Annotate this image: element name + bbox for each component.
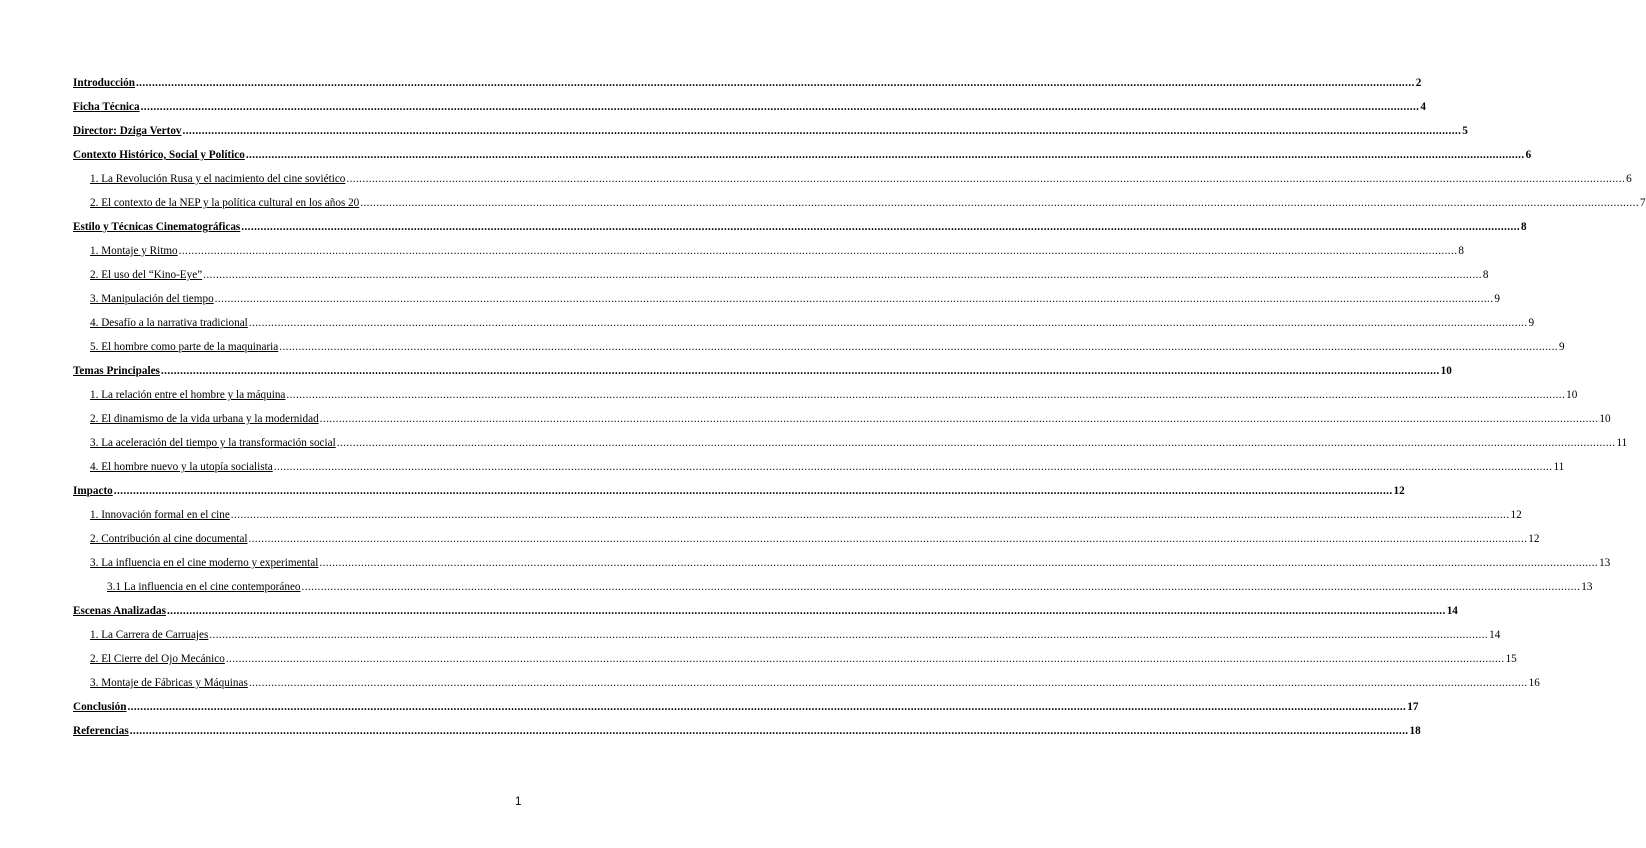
toc-entry-title[interactable]: 3.1 La influencia en el cine contemporáneo: [107, 581, 301, 593]
toc-leader-dots: ................................................................................................................................................................................................................................................................................................................................................................................................................: [230, 509, 1510, 521]
toc-entry-title[interactable]: Referencias: [73, 725, 129, 737]
toc-entry-page: 11: [1616, 437, 1628, 449]
toc-entry[interactable]: [73, 599, 1458, 623]
toc-entry[interactable]: [73, 287, 1501, 311]
toc-leader-dots: ................................................................................................................................................................................................................................................................................................................................................................................................................: [166, 605, 1446, 617]
toc-entry[interactable]: [73, 119, 1468, 143]
toc-entry-title[interactable]: 3. La aceleración del tiempo y la transformación social: [90, 437, 336, 449]
toc-leader-dots: ................................................................................................................................................................................................................................................................................................................................................................................................................: [360, 197, 1640, 209]
toc-entry-title[interactable]: 2. Contribución al cine documental: [90, 533, 248, 545]
toc-entry-title[interactable]: Introducción: [73, 77, 135, 89]
toc-entry[interactable]: [73, 431, 1628, 455]
toc-entry-title[interactable]: 2. El uso del “Kino-Eye”: [90, 269, 203, 281]
toc-entry[interactable]: [73, 647, 1517, 671]
toc-entry[interactable]: [73, 359, 1452, 383]
toc-leader-dots: ................................................................................................................................................................................................................................................................................................................................................................................................................: [178, 245, 1458, 257]
toc-leader-dots: ................................................................................................................................................................................................................................................................................................................................................................................................................: [248, 317, 1528, 329]
toc-entry[interactable]: [73, 95, 1426, 119]
toc-entry-page: 10: [1599, 413, 1611, 425]
toc-leader-dots: ................................................................................................................................................................................................................................................................................................................................................................................................................: [301, 581, 1581, 593]
toc-leader-dots: ................................................................................................................................................................................................................................................................................................................................................................................................................: [286, 389, 1566, 401]
toc-entry-title[interactable]: 1. Innovación formal en el cine: [90, 509, 230, 521]
toc-entry-title[interactable]: 4. Desafío a la narrativa tradicional: [90, 317, 248, 329]
toc-entry-page: 11: [1553, 461, 1565, 473]
toc-entry-title[interactable]: Impacto: [73, 485, 113, 497]
toc-leader-dots: ................................................................................................................................................................................................................................................................................................................................................................................................................: [346, 173, 1626, 185]
toc-entry-page: 10: [1440, 365, 1452, 377]
toc-entry-page: 15: [1505, 653, 1517, 665]
toc-entry[interactable]: [73, 407, 1611, 431]
toc-entry-page: 5: [1462, 125, 1468, 137]
toc-entry-title[interactable]: 2. El contexto de la NEP y la política cultural en los años 20: [90, 197, 360, 209]
toc-entry[interactable]: [73, 551, 1611, 575]
toc-entry-title[interactable]: 2. El Cierre del Ojo Mecánico: [90, 653, 225, 665]
toc-leader-dots: ................................................................................................................................................................................................................................................................................................................................................................................................................: [319, 413, 1599, 425]
toc-entry-page: 14: [1489, 629, 1501, 641]
toc-entry-page: 9: [1528, 317, 1535, 329]
toc-leader-dots: ................................................................................................................................................................................................................................................................................................................................................................................................................: [182, 125, 1462, 137]
toc-leader-dots: ................................................................................................................................................................................................................................................................................................................................................................................................................: [113, 485, 1393, 497]
toc-entry[interactable]: [73, 527, 1540, 551]
toc-entry-page: 7: [1640, 197, 1646, 209]
toc-entry[interactable]: [73, 191, 1646, 215]
toc-entry-title[interactable]: 1. Montaje y Ritmo: [90, 245, 178, 257]
toc-entry-page: 13: [1599, 557, 1611, 569]
toc-entry-title[interactable]: 3. Manipulación del tiempo: [90, 293, 214, 305]
toc-entry-page: 12: [1510, 509, 1522, 521]
toc-leader-dots: ................................................................................................................................................................................................................................................................................................................................................................................................................: [129, 725, 1409, 737]
toc-entry-title[interactable]: Contexto Histórico, Social y Político: [73, 149, 245, 161]
toc-entry[interactable]: [73, 239, 1464, 263]
toc-entry-title[interactable]: Conclusión: [73, 701, 127, 713]
toc-entry-title[interactable]: Ficha Técnica: [73, 101, 140, 113]
toc-leader-dots: ................................................................................................................................................................................................................................................................................................................................................................................................................: [135, 77, 1415, 89]
toc-entry-page: 6: [1525, 149, 1532, 161]
toc-entry-page: 8: [1482, 269, 1489, 281]
toc-leader-dots: ................................................................................................................................................................................................................................................................................................................................................................................................................: [225, 653, 1505, 665]
toc-entry-page: 16: [1528, 677, 1540, 689]
toc-entry[interactable]: [73, 335, 1565, 359]
toc-leader-dots: ................................................................................................................................................................................................................................................................................................................................................................................................................: [209, 629, 1489, 641]
toc-entry-page: 6: [1626, 173, 1632, 185]
toc-leader-dots: ................................................................................................................................................................................................................................................................................................................................................................................................................: [241, 221, 1521, 233]
page-number: 1: [515, 796, 522, 808]
toc-entry-page: 14: [1446, 605, 1458, 617]
toc-entry-page: 8: [1521, 221, 1527, 233]
toc-entry[interactable]: [73, 671, 1540, 695]
toc-entry-title[interactable]: 4. El hombre nuevo y la utopía socialista: [90, 461, 273, 473]
toc-entry-page: 17: [1407, 701, 1419, 713]
toc-leader-dots: ................................................................................................................................................................................................................................................................................................................................................................................................................: [140, 101, 1420, 113]
toc-entry-title[interactable]: 2. El dinamismo de la vida urbana y la modernidad: [90, 413, 319, 425]
toc-entry-title[interactable]: Escenas Analizadas: [73, 605, 166, 617]
toc-entry[interactable]: [73, 695, 1419, 719]
toc-entry[interactable]: [73, 167, 1632, 191]
toc-entry[interactable]: [73, 623, 1501, 647]
toc-entry-page: 2: [1415, 77, 1422, 89]
toc-entry-title[interactable]: 3. La influencia en el cine moderno y experimental: [90, 557, 319, 569]
toc-entry-title[interactable]: 1. La relación entre el hombre y la máquina: [90, 389, 286, 401]
toc-leader-dots: ................................................................................................................................................................................................................................................................................................................................................................................................................: [279, 341, 1559, 353]
toc-leader-dots: ................................................................................................................................................................................................................................................................................................................................................................................................................: [336, 437, 1616, 449]
toc-entry-page: 4: [1420, 101, 1426, 113]
toc-entry[interactable]: [73, 479, 1405, 503]
toc-entry[interactable]: [73, 575, 1593, 599]
toc-entry-title[interactable]: 5. El hombre como parte de la maquinaria: [90, 341, 279, 353]
toc-entry[interactable]: [73, 263, 1489, 287]
toc-leader-dots: ................................................................................................................................................................................................................................................................................................................................................................................................................: [273, 461, 1553, 473]
toc-entry-page: 18: [1409, 725, 1421, 737]
toc-leader-dots: ................................................................................................................................................................................................................................................................................................................................................................................................................: [248, 677, 1528, 689]
toc-entry[interactable]: [73, 503, 1522, 527]
toc-entry[interactable]: [73, 215, 1527, 239]
toc-leader-dots: ................................................................................................................................................................................................................................................................................................................................................................................................................: [127, 701, 1407, 713]
toc-entry[interactable]: [73, 311, 1535, 335]
toc-leader-dots: ................................................................................................................................................................................................................................................................................................................................................................................................................: [248, 533, 1528, 545]
toc-entry-title[interactable]: 1. La Carrera de Carruajes: [90, 629, 209, 641]
table-of-contents: [73, 71, 1646, 743]
toc-leader-dots: ................................................................................................................................................................................................................................................................................................................................................................................................................: [203, 269, 1482, 281]
toc-entry-page: 12: [1393, 485, 1405, 497]
toc-leader-dots: ................................................................................................................................................................................................................................................................................................................................................................................................................: [214, 293, 1494, 305]
toc-entry[interactable]: [73, 719, 1421, 743]
toc-entry-page: 10: [1566, 389, 1578, 401]
toc-entry-page: 9: [1559, 341, 1565, 353]
toc-entry-page: 12: [1528, 533, 1540, 545]
toc-entry-title[interactable]: Temas Principales: [73, 365, 160, 377]
toc-leader-dots: ................................................................................................................................................................................................................................................................................................................................................................................................................: [160, 365, 1440, 377]
toc-entry[interactable]: [73, 383, 1578, 407]
toc-entry-title[interactable]: Estilo y Técnicas Cinematográficas: [73, 221, 241, 233]
toc-entry-page: 13: [1581, 581, 1593, 593]
toc-entry-page: 9: [1494, 293, 1501, 305]
toc-entry-title[interactable]: Director: Dziga Vertov: [73, 125, 182, 137]
toc-entry[interactable]: [73, 71, 1422, 95]
toc-entry-page: 8: [1458, 245, 1464, 257]
toc-entry-title[interactable]: 3. Montaje de Fábricas y Máquinas: [90, 677, 248, 689]
toc-entry-title[interactable]: 1. La Revolución Rusa y el nacimiento del cine soviético: [90, 173, 346, 185]
toc-entry[interactable]: [73, 455, 1565, 479]
toc-entry[interactable]: [73, 143, 1532, 167]
toc-leader-dots: ................................................................................................................................................................................................................................................................................................................................................................................................................: [245, 149, 1525, 161]
toc-leader-dots: ................................................................................................................................................................................................................................................................................................................................................................................................................: [319, 557, 1599, 569]
